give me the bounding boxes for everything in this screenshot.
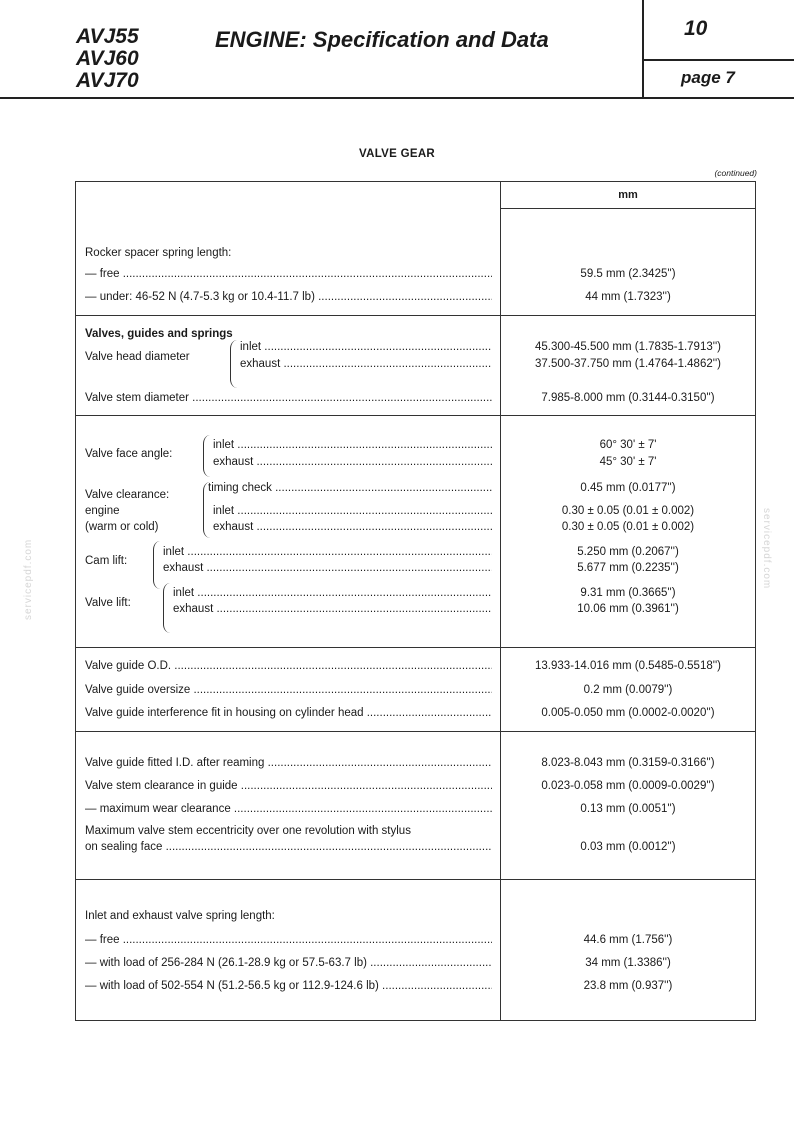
head-exhaust-value: 37.500-37.750 mm (1.4764-1.4862'') <box>535 358 721 370</box>
lift-inlet-label: inlet ..... <box>173 586 492 600</box>
spring-free-label: — free ..... <box>85 933 492 947</box>
head-inlet-label: inlet ..... <box>240 340 492 354</box>
row-separator <box>75 315 756 316</box>
rocker-free-label: — free ..... <box>85 267 492 281</box>
clearance-inlet-label: inlet ..... <box>213 504 492 518</box>
spring-load2-value: 23.8 mm (0.937'') <box>583 980 673 992</box>
valve-lift-label: Valve lift: <box>85 597 131 609</box>
max-wear-value: 0.13 mm (0.0051'') <box>580 803 676 815</box>
brace-bracket <box>153 541 160 589</box>
document-title: ENGINE: Specification and Data <box>215 27 549 52</box>
spring-load1-label: — with load of 256-284 N (26.1-28.9 kg or 57.5-63.7 lb) ..... <box>85 956 492 970</box>
model-list <box>76 26 139 92</box>
face-inlet-value: 60° 30' ± 7' <box>599 439 657 451</box>
clearance-condition-label: (warm or cold) <box>85 521 159 533</box>
stem-clearance-value: 0.023-0.058 mm (0.0009-0.0029'') <box>541 780 715 792</box>
rocker-under-value: 44 mm (1.7323'') <box>585 291 671 303</box>
eccentricity-label-cont: on sealing face ..... <box>85 840 492 854</box>
guide-oversize-label: Valve guide oversize ..... <box>85 683 492 697</box>
guide-interference-value: 0.005-0.050 mm (0.0002-0.0020'') <box>541 707 715 719</box>
lift-exhaust-value: 10.06 mm (0.3961'') <box>577 603 679 615</box>
column-divider <box>500 181 501 1021</box>
unit-header-rule <box>500 208 756 209</box>
spring-load1-value: 34 mm (1.3386'') <box>585 957 671 969</box>
stem-diameter-value: 7.985-8.000 mm (0.3144-0.3150'') <box>541 392 715 404</box>
section-number: 10 <box>684 17 708 40</box>
head-diameter-label: Valve head diameter <box>85 351 190 363</box>
unit-header: mm <box>618 189 638 201</box>
face-inlet-label: inlet ..... <box>213 438 492 452</box>
guide-interference-label: Valve guide interference fit in housing on cylinder head ..... <box>85 706 492 720</box>
spring-load2-label: — with load of 502-554 N (51.2-56.5 kg or 112.9-124.6 lb) ..... <box>85 979 492 993</box>
clearance-label: Valve clearance: <box>85 489 170 501</box>
rocker-under-label: — under: 46-52 N (4.7-5.3 kg or 10.4-11.7 lb) ..... <box>85 290 492 304</box>
cam-exhaust-value: 5.677 mm (0.2235'') <box>577 562 679 574</box>
watermark-right: servicepdf.com <box>761 508 772 590</box>
face-angle-label: Valve face angle: <box>85 448 173 460</box>
brace-bracket <box>230 340 237 388</box>
guide-od-value: 13.933-14.016 mm (0.5485-0.5518'') <box>535 660 721 672</box>
rocker-heading: Rocker spacer spring length: <box>85 247 232 259</box>
lift-exhaust-label: exhaust ..... <box>173 602 492 616</box>
timing-check-label: timing check ..... <box>208 481 492 495</box>
clearance-inlet-value: 0.30 ± 0.05 (0.01 ± 0.002) <box>561 505 695 517</box>
spec-table <box>75 181 756 1021</box>
cam-lift-label: Cam lift: <box>85 555 128 567</box>
fitted-id-value: 8.023-8.043 mm (0.3159-0.3166'') <box>541 757 715 769</box>
header-rule <box>0 97 794 99</box>
eccentricity-label: Maximum valve stem eccentricity over one revolution with stylus <box>85 825 411 837</box>
fitted-id-label: Valve guide fitted I.D. after reaming ..... <box>85 756 492 770</box>
head-inlet-value: 45.300-45.500 mm (1.7835-1.7913'') <box>535 341 721 353</box>
row-separator <box>75 415 756 416</box>
model-avj55: AVJ55 <box>76 25 139 48</box>
header-divider <box>642 0 644 98</box>
cam-inlet-label: inlet ..... <box>163 545 492 559</box>
row-separator <box>75 879 756 880</box>
model-avj60: AVJ60 <box>76 47 139 70</box>
stem-clearance-label: Valve stem clearance in guide ..... <box>85 779 492 793</box>
max-wear-label: — maximum wear clearance ..... <box>85 802 492 816</box>
cam-exhaust-label: exhaust ..... <box>163 561 492 575</box>
model-avj70: AVJ70 <box>76 69 139 92</box>
watermark-left: servicepdf.com <box>23 538 34 620</box>
continued-note: (continued) <box>714 168 757 178</box>
cam-inlet-value: 5.250 mm (0.2067'') <box>577 546 679 558</box>
eccentricity-value: 0.03 mm (0.0012'') <box>580 841 676 853</box>
page-number: page 7 <box>681 68 735 87</box>
row-separator <box>75 731 756 732</box>
head-exhaust-label: exhaust ..... <box>240 357 492 371</box>
stem-diameter-label: Valve stem diameter ..... <box>85 391 492 405</box>
header-divider <box>643 59 794 61</box>
guide-od-label: Valve guide O.D. ..... <box>85 659 492 673</box>
clearance-exhaust-label: exhaust ..... <box>213 520 492 534</box>
lift-inlet-value: 9.31 mm (0.3665'') <box>580 587 676 599</box>
guide-oversize-value: 0.2 mm (0.0079'') <box>583 684 673 696</box>
clearance-engine-label: engine <box>85 505 120 517</box>
clearance-exhaust-value: 0.30 ± 0.05 (0.01 ± 0.002) <box>561 521 695 533</box>
timing-check-value: 0.45 mm (0.0177'') <box>580 482 676 494</box>
row-separator <box>75 647 756 648</box>
face-exhaust-label: exhaust ..... <box>213 455 492 469</box>
spring-free-value: 44.6 mm (1.756'') <box>583 934 673 946</box>
valves-heading: Valves, guides and springs <box>85 328 233 340</box>
section-title: VALVE GEAR <box>358 148 436 160</box>
brace-bracket <box>203 435 210 477</box>
spring-heading: Inlet and exhaust valve spring length: <box>85 910 275 922</box>
brace-bracket <box>163 583 170 633</box>
face-exhaust-value: 45° 30' ± 7' <box>599 456 657 468</box>
rocker-free-value: 59.5 mm (2.3425'') <box>580 268 676 280</box>
